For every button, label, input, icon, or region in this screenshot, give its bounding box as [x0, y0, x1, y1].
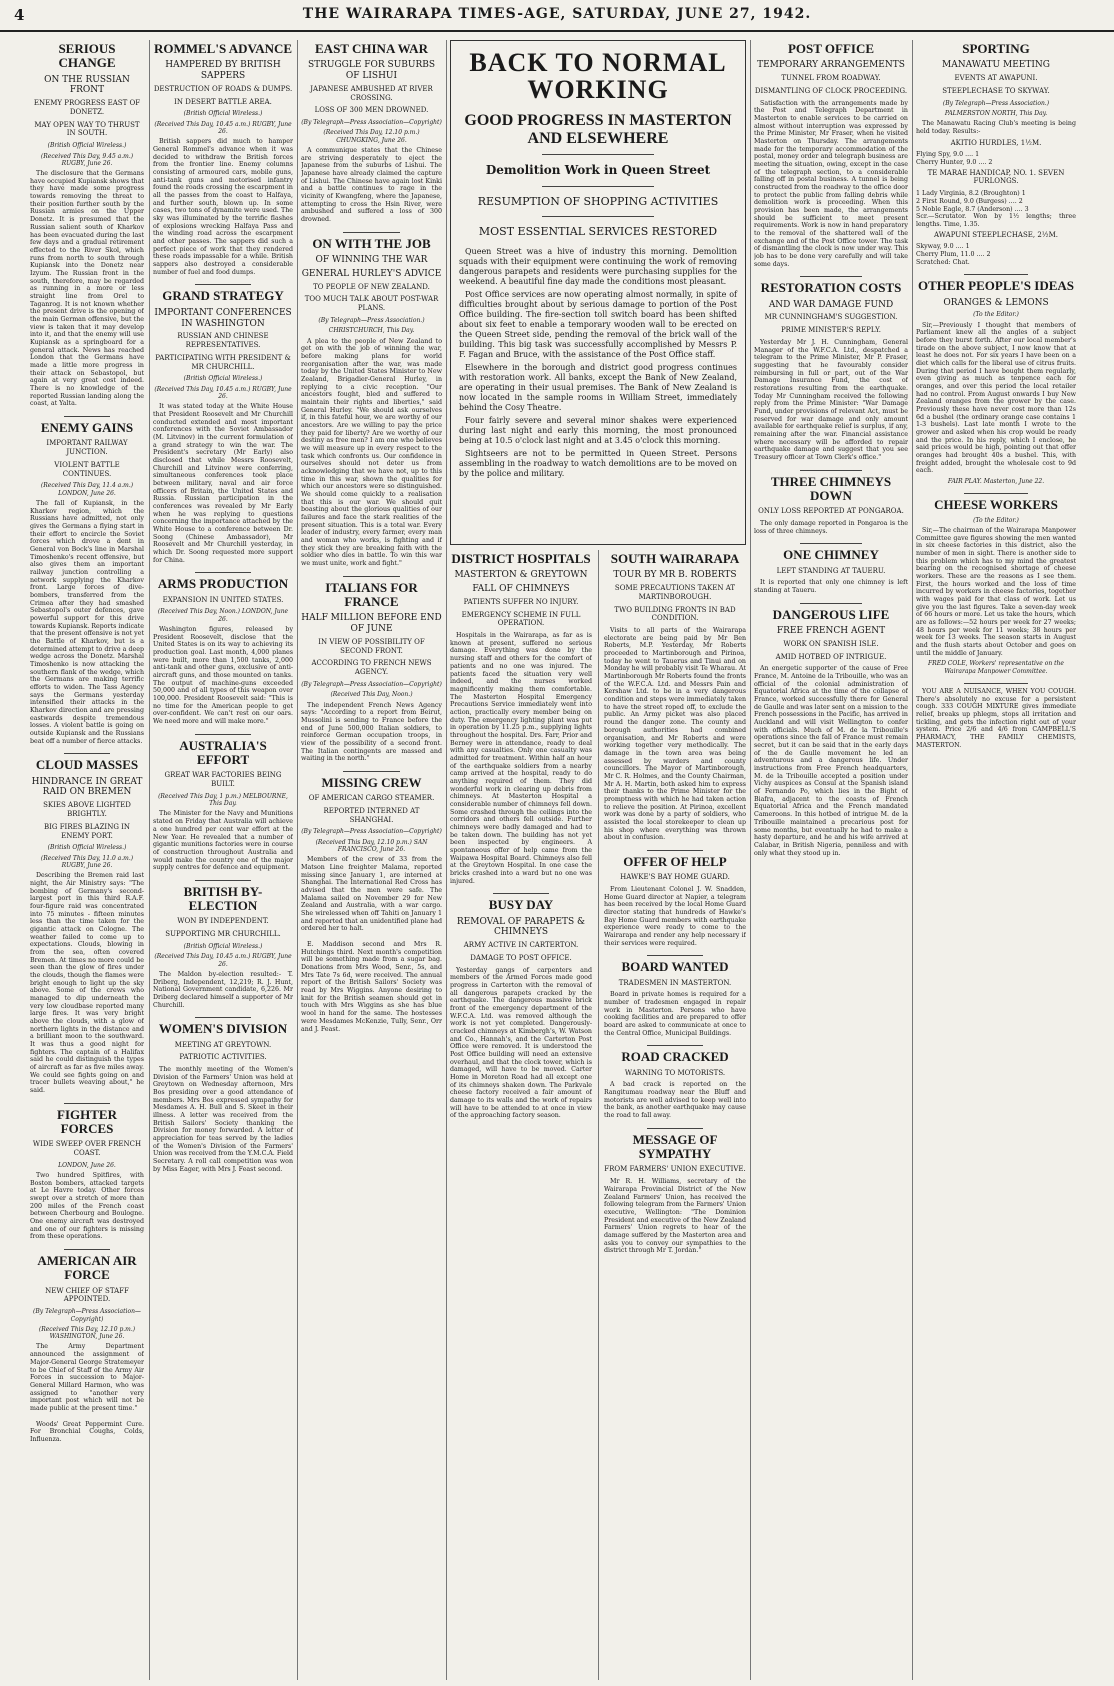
divider: [964, 493, 1028, 494]
subheadline: NEW CHIEF OF STAFF APPOINTED.: [45, 1286, 129, 1304]
credit-line: (British Official Wireless.): [183, 110, 263, 118]
credit-line: (By Telegraph—Press Association—Copyright): [33, 1308, 141, 1323]
column-7: [916, 40, 1076, 1680]
dateline: (Received This Day, 1 p.m.) MELBOURNE, This Day.: [158, 792, 288, 808]
credit-line: (British Official Wireless.): [47, 844, 127, 852]
divider: [542, 216, 653, 217]
article-british-by-election: [153, 885, 293, 1009]
deck: AMID HOTBED OF INTRIGUE.: [775, 652, 887, 661]
subheadline: LEFT STANDING AT TAUERU.: [776, 566, 886, 575]
subheadline: IMPORTANT RAILWAY JUNCTION.: [46, 439, 128, 456]
column-rule: [297, 40, 298, 1680]
divider: [542, 154, 653, 155]
divider: [647, 1128, 704, 1129]
lead-subheadline: GOOD PROGRESS IN MASTERTON AND ELSEWHERE: [464, 111, 732, 147]
credit-line: (By Telegraph—Press Association.): [942, 99, 1050, 107]
headline: ROAD CRACKED: [621, 1049, 729, 1065]
article-continuation: E. Maddison second and Mrs R. Hutchings third. Next month's competition will be something made from a sugar bag. Donations from Mrs Wood, Senr., 5s, and Mrs Tate 7s 6d, were received. The annual report of the British Sailors' Society was read by Mrs Wiggins. Anyone desiring to knit for the British seamen should get in touch with Mrs Wiggins as she has blue wool in hand for the same. The hostesses were Mesdames McKenzie, Tully, Senr., Orr and J. Feast.: [301, 941, 442, 1033]
article-sporting: [916, 42, 1076, 266]
column-6: [754, 40, 908, 1680]
dateline: (Received This Day, Noon.) LONDON, June 26.: [157, 608, 289, 623]
headline: BRITISH BY-ELECTION: [183, 883, 263, 914]
deck: EVENTS AT AWAPUNI.: [954, 74, 1038, 83]
race-result: 1 Lady Virginia, 8.2 (Broughton) 1: [916, 190, 1026, 198]
column-1: [30, 40, 144, 1680]
letter-body: Sir,—Previously I thought that members of Parliament knew all the angles of a subject before they burst forth. After our local member's tirade on the above subject, I now know that at least he does not. For six years I have been on a diet which calls for the liberal use of citrus fruits. During that period I have bought them regularly, even giving as much as tenpence each for oranges, and over this period the local retailer had no control. From August onwards I buy New Zealand oranges from the grower by the case. Previously these have never cost more than 12s 6d a bushel (the ordinary orange case contains 1 1-3 bushels). Last late month I wrote to the grower and asked when his crop would be ready and the price. In his reply, which I enclose, he said prices would be high, pointing out that offer oranges had brought 40s a bushel. This, with freight added, brought the wholesale cost to 9d each.: [916, 321, 1076, 475]
divider: [64, 1103, 110, 1104]
article-arms-production: [153, 577, 293, 725]
article-body: Two hundred Spitfires, with Boston bombers, attacked targets at Le Havre today. Other forces swept over a stretch of more than 200 miles of the French coast between Cherbourg and Boulogne. One enemy aircraft was destroyed and one of our fighters is missing from these operations.: [30, 1172, 144, 1241]
article-body: British sappers did much to hamper General Rommel's advance when it was decided to withdraw the British forces from the frontier line. Enemy columns consisting of armoured cars, mobile guns, anti-tank guns and motorised infantry found the roads crossing the escarpment in all the passes from the coast to Halfaya, and further south, blown up. In some cases, two tons of dynamite were used. The sky was illuminated by the terrific flashes of explosions wrecking Halfaya Pass and the winding road across the escarpment and other passes. The sappers did such a perfect piece of work that they rendered these roads impassable for a while. British sappers also destroyed a considerable number of fuel and food dumps.: [153, 138, 293, 276]
headline: ENEMY GAINS: [40, 419, 134, 435]
deck: SUPPORTING MR CHURCHILL.: [165, 930, 281, 939]
headline: DISTRICT HOSPITALS: [451, 551, 591, 566]
headline: SOUTH WAIRARAPA: [610, 551, 740, 566]
headline: FIGHTER FORCES: [57, 1106, 117, 1136]
headline: POST OFFICE: [787, 41, 875, 56]
divider: [195, 572, 251, 573]
divider: [64, 753, 110, 754]
headline: AMERICAN AIR FORCE: [37, 1253, 137, 1283]
article-womens-division: [153, 1022, 293, 1173]
headline: WOMEN'S DIVISION: [158, 1021, 288, 1037]
subheadline: MEETING AT GREYTOWN.: [174, 1040, 272, 1049]
race-result: Skyway, 9.0 .... 1: [916, 243, 970, 251]
dateline: (Received This Day, 11.4 a.m.) LONDON, June 26.: [40, 482, 134, 497]
headline: SPORTING: [962, 41, 1030, 56]
letter-label: (To the Editor.): [973, 311, 1019, 319]
article-body: From Lieutenant Colonel J. W. Snadden, Home Guard director at Napier, a telegram has been received by the local Home Guard director stating that hundreds of Hawke's Bay Home Guard members with earthquake experience were ready to come to the Wairarapa and render any help necessary if their services were required.: [604, 885, 746, 947]
article-other-peoples-ideas: [916, 279, 1076, 485]
deck: PATIENTS SUFFER NO INJURY.: [463, 597, 579, 606]
dateline: CHRISTCHURCH, This Day.: [328, 327, 415, 335]
article-east-china-war: [301, 42, 442, 224]
deck: WORK ON SPANISH ISLE.: [783, 639, 879, 648]
dateline: (Received This Day, 10.45 a.m.) RUGBY, June 26.: [154, 120, 292, 136]
headline: GRAND STRATEGY: [162, 288, 284, 304]
deck: ACCORDING TO FRENCH NEWS AGENCY.: [311, 659, 432, 677]
column-rule: [446, 40, 447, 1680]
dateline: (Received This Day, 9.45 a.m.) RUGBY, June 26.: [40, 152, 134, 167]
deck: STEEPLECHASE TO SKYWAY.: [942, 86, 1050, 95]
dateline: (Received This Day, 11.0 a.m.) RUGBY, June 26.: [40, 854, 134, 869]
deck: LOSS OF 300 MEN DROWNED.: [314, 106, 429, 115]
credit-line: (By Telegraph—Press Association—Copyright): [301, 680, 442, 688]
credit-line: (British Official Wireless.): [47, 142, 127, 150]
article-italians-for-france: [301, 581, 442, 763]
subheadline: OF WINNING THE WAR: [315, 255, 428, 266]
article-grand-strategy: [153, 289, 293, 564]
column-2: [153, 40, 293, 1680]
divider: [195, 284, 251, 285]
subheadline: MASTERTON & GREYTOWN: [454, 570, 588, 581]
advertisement: Woods' Great Peppermint Cure. For Bronchial Coughs, Colds, Influenza.: [30, 1420, 144, 1443]
subheadline: ORANGES & LEMONS: [943, 297, 1049, 308]
article-road-cracked: [604, 1050, 746, 1119]
deck: TUNNEL FROM ROADWAY.: [781, 74, 881, 83]
article-body: The fall of Kupiansk, in the Kharkov region, which the Russians have admitted, not only gives the Germans a flying start in their effort to encircle the Soviet forces which drove a dent in General von Bock's line in Marshal Timoshenko's recent offensive, but also gives them an important railway junction controlling a network supplying the Kharkov front. Large forces of dive-bombers, transferred from the Crimea after they had smashed Sebastopol's outer defences, gave powerful support for this drive towards Kupiansk. Reports indicate that the present offensive is not yet the Battle of Kharkov, but is a determined attempt to drive a deep wedge across the Donetz. Marshal Timoshenko is now attacking the southern flank of the wedge, which the Germans are making terrific efforts to widen. The Tass Agency says the Germans yesterday intensified their attacks in the Kharkov direction and are pressing eastwards despite tremendous losses. A violent battle is going on outside Kupiansk and the Russians beat off a number of fierce attacks.: [30, 499, 144, 745]
article-body: It is reported that only one chimney is left standing at Taueru.: [754, 579, 908, 595]
article-body: Yesterday Mr J. H. Cunningham, General Manager of the W.F.C.A. Ltd., despatched a telegram to the Prime Minister, Mr P. Fraser, suggesting that he favourably consider reimbursing in full or part, out of the War Damage Insurance Fund, the cost of restorations resulting from the earthquake. Today Mr Cunningham received the following reply from the Prime Minister: "War Damage Fund, under provisions of relevant Act, must be reserved for war damage and only amount available for earthquake relief is surplus, if any, remaining after the war. Financial assistance where necessary will be afforded to repair earthquake damage and suggest that you see Treasury officer at Town Clerk's office.": [754, 338, 908, 462]
deck: DESTRUCTION OF ROADS & DUMPS.: [153, 84, 293, 93]
credit-line: (By Telegraph—Press Association—Copyright): [301, 119, 442, 127]
subheadline: ON THE RUSSIAN FRONT: [44, 74, 130, 96]
article-rommels-advance: [153, 42, 293, 276]
article-body: Satisfaction with the arrangements made by the Post and Telegraph Department in Masterton to enable services to be carried on almost without interruption was expressed by the Prime Minister, Mr Fraser, when he visited Masterton on Thursday. The arrangements made for the temporary accommodation of the postal, money order and telegraph business are meeting the situation, owing, except in the case of the telegraph section, to a considerable falling off in postal business. A tunnel is being constructed from the roadway to the office door to protect the public from falling debris while demolition work is proceeding. When this provision has been made, the arrangements should be sufficient to meet present requirements. Work is now in hand preparatory to the removal of the shattered wall of the exchange and of the Post Office tower. The task of dismantling the clock is now under way. This job has to be done very carefully and will take some days.: [754, 99, 908, 268]
deck: TO PEOPLE OF NEW ZEALAND.: [313, 282, 430, 291]
headline: CHEESE WORKERS: [934, 497, 1058, 513]
article-body: The Minister for the Navy and Munitions stated on Friday that Australia will achieve a one hundred per cent war effort at the New Year. He revealed that a number of gigantic munitions factories were in course of construction throughout Australia and would make the country one of the major supply centres for defence and equipment.: [153, 810, 293, 872]
article-one-chimney: [754, 548, 908, 594]
deck: FALL OF CHIMNEYS: [472, 584, 570, 595]
article-body: Describing the Bremen raid last night, the Air Ministry says: "The bombing of Germany's second-largest port in this third R.A.F. four-figure raid was concentrated into 75 minutes - fifteen minutes less than the time taken for the gigantic attack on Cologne. The weather failed to come up to expectations. Clouds, blowing in from the sea, often covered Bremen. At times no more could be seen than the glow of fires under the clouds, though the flames were bright enough to light up the sky above. Some of the crews who managed to dip underneath the very low cloudbase reported many large fires. It was very bright above the clouds, with a glow of northern lights in the distance and a brilliant moon to the southward. It was thus a good night for fighters. The captain of a Halifax said he could distinguish the types of aircraft as far as five miles away. We could see fights going on and tracer bullets weaving about," he said.: [30, 872, 144, 1095]
column-4: [450, 550, 592, 1680]
article-south-wairarapa: [604, 552, 746, 842]
subheadline: FREE FRENCH AGENT: [776, 626, 886, 637]
lead-body: Four fairly severe and several minor shakes were experienced during last night and early this morning, the most pronounced being at 10.5 o'clock last night and at 3.45 o'clock this morning.: [459, 415, 737, 445]
deck: VIOLENT BATTLE CONTINUES.: [54, 460, 120, 478]
article-body: The Army Department announced the assignment of Major-General George Stratemeyer to be Chief of Staff of the Army Air Forces in succession to Major-General Millard Harmon, who was assigned to "another very important post which will not be made public at the present time.": [30, 1343, 144, 1412]
deck: RUSSIAN AND CHINESE REPRESENTATIVES.: [177, 332, 269, 350]
article-body: The monthly meeting of the Women's Division of the Farmers' Union was held at Greytown on Wednesday afternoon, Mrs Bos presiding over a good attendance of members. Mrs Bos expressed sympathy for Mesdames A. H. Bull and S. Skeet in their illness. A letter was received from the British Sailors' Society thanking the Division for money forwarded. A letter of appreciation for teas served by the ladies of the Women's Division of the Farmers' Union was received from the Y.M.C.A. Field Secretary. A roll call competition was won by Miss Eager, with Mrs J. Feast second.: [153, 1066, 293, 1173]
headline: SERIOUS CHANGE: [58, 41, 116, 71]
headline: AUSTRALIA'S EFFORT: [179, 737, 267, 768]
subheadline: HALF MILLION BEFORE END OF JUNE: [301, 613, 442, 635]
article-body: The independent French News Agency says: "According to a report from Beirut, Mussolini is sending to France before the end of June 500,000 Italian soldiers, to reinforce German occupation troops, in view of the possibility of a second front. The Italian contingents are massed and waiting in the north.": [301, 701, 442, 763]
article-body: Board in private homes is required for a number of tradesmen engaged in repair work in Masterton. Persons who have cooking facilities and are prepared to offer board are asked to communicate at once to the Central Office, Municipal Buildings.: [604, 991, 746, 1037]
dateline: LONDON, June 26.: [58, 1161, 116, 1169]
headline: DANGEROUS LIFE: [772, 606, 890, 622]
divider: [64, 416, 110, 417]
divider: [542, 186, 653, 187]
column-rule: [598, 550, 599, 1680]
divider: [800, 470, 862, 471]
article-cheese-workers: [916, 498, 1076, 675]
divider: [195, 880, 251, 881]
deck: PRIME MINISTER'S REPLY.: [780, 326, 882, 335]
deck: IN VIEW OF POSSIBILITY OF SECOND FRONT.: [318, 637, 425, 655]
deck: REPORTED INTERNED AT SHANGHAI.: [323, 806, 420, 824]
paper-title: THE WAIRARAPA TIMES-AGE, SATURDAY, JUNE 27, 1942.: [302, 6, 812, 22]
subheadline: REMOVAL OF PARAPETS & CHIMNEYS: [456, 916, 586, 938]
subheadline: HAMPERED BY BRITISH SAPPERS: [165, 60, 281, 82]
subheadline: WON BY INDEPENDENT.: [177, 917, 269, 926]
subheadline: MANAWATU MEETING: [942, 60, 1050, 71]
headline: ON WITH THE JOB: [312, 235, 431, 251]
divider: [800, 603, 862, 604]
divider: [647, 850, 704, 851]
dateline: (Received This Day, 12.10 p.m.) WASHINGTON, June 26.: [38, 1325, 136, 1341]
headline: EAST CHINA WAR: [315, 41, 428, 56]
divider: [647, 1045, 704, 1046]
lead-body: Queen Street was a hive of industry this morning. Demolition squads with their equipment were continuing the work of removing dangerous parapets and residents were purchasing supplies for the weekend. A beautiful fine day made the conditions most pleasant.: [459, 246, 737, 286]
article-australias-effort: [153, 739, 293, 872]
article-body: A plea to the people of New Zealand to get on with the job of winning the war, before making plans for world reorganisation after the war, was made today by the United States Minister to New Zealand, Brigadier-General Hurley, in replying to a civic reception. "Our ancestors fought, bled and suffered to maintain their rights and liberties," said General Hurley. "We should ask ourselves if, in this fateful hour, we are worthy of our ancestors. Are we willing to pay the price they paid for liberty? Are we worthy of our destiny as free men? I am one who believes we will measure up in every respect to the task which confronts us. Our confidence in ourselves should not deter us from acknowledging that we have not, up to this time in this war, shown the qualities for which our ancestors were so distinguished. We should come quickly to a realisation that this is our war. We should quit boasting about the glorious qualities of our failures and face the stark realities of the present situation. This is a total war. Every leader of industry, every farmer, every man and woman who works, is fighting and if they stick they are breaking faith with the soldier who dies in battle. To win this war we must unite, work and fight.": [301, 337, 442, 568]
headline: MESSAGE OF SYMPATHY: [632, 1131, 718, 1162]
article-message-of-sympathy: [604, 1133, 746, 1255]
article-on-with-the-job: [301, 237, 442, 568]
race-result: Cherry Hunter, 9.0 .... 2: [916, 158, 993, 166]
article-enemy-gains: [30, 421, 144, 745]
article-body: The disclosure that the Germans have occupied Kupiansk shows that they have made some progress towards removing the threat to their position further south by the Russian armies on the Upper Donetz. It is presumed that the Russian salient south of Kharkov has been evacuated during the last few days and a gradual retirement effected to the River Skol, which runs from north to south through Kupiansk into the Donetz near Izyum. The Russian front in the south, therefore, may be regarded as running in a more or less straight line from Orel to Taganrog. It is not known whether the present drive is the opening of the main German offensive, but the view is taken that it may develop into it, and that the enemy will use Kupiansk as a springboard for a general attack. News has reached London that the Germans have made a little more progress in their attack on Sebastopol, but again at very great cost indeed. There is no knowledge of the reported Russian landing along the coast, at Yalta.: [30, 170, 144, 408]
credit-line: (British Official Wireless.): [183, 375, 263, 383]
dateline: (Received This Day, 12.10 p.m.) CHUNGKING, June 26.: [323, 129, 420, 144]
subheadline: HINDRANCE IN GREAT RAID ON BREMEN: [31, 776, 143, 798]
dateline: PALMERSTON NORTH, This Day.: [944, 109, 1048, 117]
headline: MISSING CREW: [321, 774, 422, 790]
lead-story: [450, 40, 746, 545]
race-title: AWAPUNI STEEPLECHASE, 2½M.: [934, 230, 1058, 239]
subheadline: TRADESMEN IN MASTERTON.: [618, 978, 732, 987]
page-number: 4: [14, 6, 25, 24]
race-result: 2 First Round, 9.0 (Burgess) .... 2: [916, 197, 1023, 205]
article-body: Mr R. H. Williams, secretary of the Wairarapa Provincial District of the New Zealand Farmers' Union, has received the following telegram from the Farmers' Union executive, Wellington: "The Dominion President and executive of the New Zealand Farmers' Union regrets to hear of the damage suffered by the Masterton area and asks you to convey our sympathies to the district through Mr T. Jordan.": [604, 1178, 746, 1255]
deck: BIG FIRES BLAZING IN ENEMY PORT.: [43, 822, 131, 840]
article-body: The Manawatu Racing Club's meeting is being held today. Results:-: [916, 120, 1076, 135]
article-offer-of-help: [604, 855, 746, 947]
deck: IN DESERT BATTLE AREA.: [174, 97, 272, 106]
deck: ENEMY PROGRESS EAST OF DONETZ.: [33, 99, 141, 116]
subheadline: TOUR BY MR B. ROBERTS: [613, 570, 737, 581]
subheadline: GREAT WAR FACTORIES BEING BUILT.: [164, 771, 282, 789]
article-body: A bad crack is reported on the Rangitumau roadway near the Bluff and motorists are well advised to keep well into the bank, as another earthquake may cause the road to fall away.: [604, 1081, 746, 1120]
deck: PATRIOTIC ACTIVITIES.: [179, 1053, 267, 1062]
credit-line: (By Telegraph—Press Association.): [318, 316, 425, 324]
deck: MR CUNNINGHAM'S SUGGESTION.: [764, 313, 898, 322]
credit-line: (British Official Wireless.): [183, 942, 263, 950]
column-3: [301, 40, 442, 1680]
lead-story-block: [450, 40, 746, 1680]
column-rule: [750, 40, 751, 1680]
race-result: Cherry Plum, 11.0 .... 2: [916, 250, 991, 258]
subheadline: AND WAR DAMAGE FUND: [768, 299, 894, 310]
headline: OTHER PEOPLE'S IDEAS: [917, 278, 1075, 294]
article-post-office: [754, 42, 908, 268]
divider: [964, 683, 1028, 684]
deck: JAPANESE AMBUSHED AT RIVER CROSSING.: [310, 84, 433, 102]
article-body: An energetic supporter of the cause of Free France, M. Antoine de la Tribouille, who was an official of the colonial administration of Equatorial Africa at the time of the collapse of France, worked successfully there for General de Gaulle and was later sent on a mission to the French possessions in the Pacific, has arrived in Auckland and will visit Wellington to confer with officials. Much of M. de la Tribouille's operations since the fall of France must remain secret, but it can be said that in the early days of the de Gaulle movement he led an adventurous and a dangerous life. Under instructions from Free French headquarters, M. de la Tribouille accepted a position under Vichy auspices as Consul at the Spanish island of Fernando Po, which lies in the Bight of Biafra, adjacent to the coasts of French Equatorial Africa and the French mandated Cameroons. In this hotbed of intrigue M. de la Tribouille maintained a precarious post for some months, but eventually he had to make a hasty departure, and he and his wife arrived at Calabar, in British Nigeria, penniless and with only what they stood up in.: [754, 665, 908, 857]
lead-deck: MOST ESSENTIAL SERVICES RESTORED: [478, 225, 718, 239]
headline: ROMMEL'S ADVANCE: [153, 41, 293, 56]
column-5: [604, 550, 746, 1680]
deck: EMERGENCY SCHEME IN FULL OPERATION.: [461, 610, 581, 628]
divider: [343, 232, 399, 233]
divider: [800, 276, 862, 277]
letter-label: (To the Editor.): [973, 516, 1019, 524]
article-body: A communique states that the Chinese are striving desperately to eject the Japanese from the suburbs of Lishui. The Japanese have already claimed the capture of Lishui. The Chinese have again lost Kinki and a battle continues to rage in the vicinity of Kwangfeng, where the Japanese, attempting to cross the Hsin River, were ambushed and suffered a loss of 300 drowned.: [301, 147, 442, 224]
article-missing-crew: [301, 776, 442, 933]
headline: THREE CHIMNEYS DOWN: [770, 473, 892, 504]
subheadline: TEMPORARY ARRANGEMENTS: [757, 60, 905, 71]
article-restoration-costs: [754, 281, 908, 461]
headline: CLOUD MASSES: [35, 757, 139, 773]
divider: [343, 576, 399, 577]
lead-subcolumns: [450, 550, 746, 1680]
masthead: [0, 0, 1114, 32]
advertisement: YOU ARE A NUISANCE, WHEN YOU COUGH. There's absolutely no excuse for a persistent cough. 333 COUGH MIXTURE gives immediate relief, breaks up phlegm, stops all irritation and tickling, and gets the infection right out of your system. Price 2/6 and 4/6 from CAMPBELL'S PHARMACY, THE FAMILY CHEMISTS, MASTERTON.: [916, 688, 1076, 749]
article-district-hospitals: [450, 552, 592, 885]
headline: ITALIANS FOR FRANCE: [325, 579, 418, 610]
article-body: The Maldon by-election resulted:- T. Driberg, Independent, 12,219; R. J. Hunt, National Government candidate, 6,226. Mr Driberg declared himself a supporter of Mr Churchill.: [153, 970, 293, 1009]
lead-body: Elsewhere in the borough and district good progress continues with restoration work. All banks, except the Bank of New Zealand, are operating in their usual premises. The Bank of New Zealand is now located in the sample rooms in William Street, immediately behind the Cosy Theatre.: [459, 362, 737, 412]
headline: ARMS PRODUCTION: [157, 576, 289, 592]
subheadline: EXPANSION IN UNITED STATES.: [162, 595, 284, 604]
lead-body: Post Office services are now operating almost normally, in spite of difficulties brought about by serious damage to portion of the Post Office building. The fire-section toll switch board has been shifted about six feet to enable a temporary wooden wall to be erected on the Queen Street side, pending the removal of the brick wall of the building. This big task was successfully accomplished by Messrs P. F. Fagan and Bruce, with the assistance of the Post Office staff.: [459, 289, 737, 359]
headline: BOARD WANTED: [621, 959, 729, 975]
article-body: It was stated today at the White House that President Roosevelt and Mr Churchill conducted extended and most important conferences with the Soviet Ambassador (M. Litvinov) in the current formulation of a grand strategy to win the war. The President's secretary (Mr Early) also disclosed that while Messrs Roosevelt, Churchill and Litvinov were conferring, simultaneous conferences took place between military, naval and air force officers of Britain, the United States and Russia. Russian participation in the conferences was revealed by Mr Early when he was replying to questions concerning the importance attached by the White House to a conference between Dr. Soong (Chinese Ambassador), Mr Roosevelt and Mr Churchill yesterday, in which Dr. Soong requested more support for China.: [153, 403, 293, 564]
subheadline: OF AMERICAN CARGO STEAMER.: [308, 794, 435, 803]
divider: [343, 771, 399, 772]
divider: [647, 955, 704, 956]
deck: MAY OPEN WAY TO THRUST IN SOUTH.: [34, 120, 140, 138]
article-body: Yesterday gangs of carpenters and members of the Armed Forces made good progress in Carterton with the removal of all dangerous parapets cracked by the earthquake. The dangerous massive brick front of the emergency department of the W.F.C.A. Ltd. was removed although the work is not yet completed. Dangerously-cracked chimneys at Kimbergh's, W. Watson and Co., Hannah's, and the Carterton Post Office were removed. It is understood the Post Office building will need an extensive overhaul, and that the clock tower, which is damaged, will have to be moved. Carter Home in Moreton Road had all except one of its chimneys shaken down. The Parkvale cheese factory received a fair amount of damage to its walls and the work of repairs will have to be attended to at once in view of the approaching factory season.: [450, 966, 592, 1120]
lead-body: Sightseers are not to be permitted in Queen Street. Persons assembling in the roadway to watch demolitions are to be moved on by the police and military.: [459, 448, 737, 478]
subheadline: WARNING TO MOTORISTS.: [624, 1068, 726, 1077]
divider: [964, 274, 1028, 275]
race-note: Scr.—Scrutator. Won by 1½ lengths; three lengths. Time, 1.35.: [916, 213, 1076, 228]
deck: PARTICIPATING WITH PRESIDENT & MR CHURCHILL.: [155, 353, 291, 371]
deck: DISMANTLING OF CLOCK PROCEEDING.: [754, 86, 908, 95]
article-body: The only damage reported in Pongaroa is the loss of three chimneys.: [754, 520, 908, 535]
article-body: Washington figures, released by President Roosevelt, disclose that the United States is on its way to achieving its production goal. Last month, 4,000 planes were built, more than 1,500 tanks, 2,000 anti-tank and other guns, exclusive of anti-aircraft guns, and those mounted on tanks. The output of machine-guns exceeded 50,000 and of all types of this weapon over 100,000. President Roosevelt said: "This is no time for the American people to get over-confident. We can't rest on our oars. We need more and will make more.": [153, 626, 293, 726]
lead-deck: Demolition Work in Queen Street: [485, 163, 711, 178]
lead-deck: RESUMPTION OF SHOPPING ACTIVITIES: [477, 195, 719, 208]
deck: SKIES ABOVE LIGHTED BRIGHTLY.: [43, 801, 131, 819]
race-title: AKITIO HURDLES, 1½M.: [950, 138, 1042, 147]
deck: TOO MUCH TALK ABOUT POST-WAR PLANS.: [304, 295, 439, 313]
headline: RESTORATION COSTS: [760, 280, 902, 296]
deck: TWO BUILDING FRONTS IN BAD CONDITION.: [614, 605, 736, 623]
divider: [493, 893, 550, 894]
deck: ARMY ACTIVE IN CARTERTON.: [463, 941, 579, 950]
article-board-wanted: [604, 960, 746, 1037]
subheadline: IMPORTANT CONFERENCES IN WASHINGTON: [154, 307, 292, 329]
subheadline: WIDE SWEEP OVER FRENCH COAST.: [32, 1140, 142, 1158]
dateline: (Received This Day, 10.45 a.m.) RUGBY, June 26.: [154, 953, 292, 968]
article-dangerous-life: [754, 608, 908, 857]
divider: [64, 1249, 110, 1250]
subheadline: FROM FARMERS' UNION EXECUTIVE.: [604, 1165, 746, 1174]
article-body: Hospitals in the Wairarapa, as far as is known at present, suffered no serious damage. Everything was done by the nursing staff and others for the comfort of patients and no one was injured. The patients faced the situation very well indeed, and the nurses worked magnificently making them comfortable. The Masterton Hospital Emergency Precautions Service immediately went into action, practically every member being on duty. The emergency lighting plant was put in operation by 11.25 p.m., supplying lights throughout the hospital. Drs. Farr, Prior and Berney were in attendance, ready to deal with any casualties. Only one casualty was admitted for treatment. Within half an hour of the earthquake soldiers from a nearby camp arrived at the hospital, ready to do anything required of them. They did wonderful work in clearing up debris from chimneys. At Masterton Hospital a considerable number of chimneys fell down. Some crashed through the ceilings into the corridors and others fell outside. Further chimneys were badly damaged and had to be taken down. The building has not yet been inspected by engineers. A spontaneous offer of help came from the Waipawa Hospital Board. Chimneys also fell at the Greytown Hospital. In one case the bricks crashed into a ward but no one was injured.: [450, 632, 592, 885]
divider: [195, 1017, 251, 1018]
article-busy-day: [450, 898, 592, 1120]
headline: BUSY DAY: [488, 897, 554, 913]
credit-line: (By Telegraph—Press Association—Copyright): [301, 828, 442, 836]
subheadline: STRUGGLE FOR SUBURBS OF LISHUI: [307, 60, 436, 82]
article-cloud-masses: [30, 758, 144, 1094]
deck: DAMAGE TO POST OFFICE.: [470, 953, 572, 962]
article-three-chimneys-down: [754, 475, 908, 536]
headline: ONE CHIMNEY: [783, 547, 879, 563]
subheadline: ONLY LOSS REPORTED AT PONGAROA.: [758, 507, 904, 516]
letter-signature: FAIR PLAY. Masterton, June 22.: [947, 478, 1045, 486]
headline: OFFER OF HELP: [623, 853, 727, 869]
letter-body: Sir,—The chairman of the Wairarapa Manpower Committee gave figures showing the men wanted in six cheese factories in this district, also the number of men in sight. There is another side to this problem which has to my mind the greatest bearing on the recognised shortage of cheese workers. These are the reasons as I see them. First, the hours worked and the loss of time incurred by workers in cheese factories, together with wages paid for that class of work. Let us give you the last figures. Take a seven-day week of 66 hours or more. Let us take the hours, which are as follows:—52 hours per week for 27 weeks; 48 hours per week for 11 weeks; 38 hours per week for 13 weeks. The season starts in August and the flush starts about October and goes on until the middle of January.: [916, 527, 1076, 657]
column-rule: [149, 40, 150, 1680]
subheadline: HAWKE'S BAY HOME GUARD.: [620, 873, 730, 882]
dateline: (Received This Day, 10.45 a.m.) RUGBY, June 26.: [154, 385, 292, 400]
race-note: Scratched: Chat.: [916, 258, 970, 266]
dateline: (Received This Day, Noon.): [330, 691, 413, 699]
deck: GENERAL HURLEY'S ADVICE: [301, 268, 442, 279]
race-result: 5 Noble Eagle, 8.7 (Anderson) .... 3: [916, 205, 1029, 213]
divider: [195, 734, 251, 735]
article-body: Members of the crew of 33 from the Matson Line freighter Malama, reported missing since January 1, are interned at Shanghai. The International Red Cross has advised that the men were safe. The Malama sailed on November 29 for New Zealand and Australia, with a war cargo. She wirelessed when off Tahiti on January 1 and reported that an unidentified plane had ordered her to halt.: [301, 856, 442, 933]
column-rule: [912, 40, 913, 1680]
dateline: (Received This Day, 12.10 p.m.) SAN FRANCISCO, June 26.: [315, 838, 428, 854]
article-serious-change: [30, 42, 144, 408]
race-result: Flying Spy, 9.0 .... 1: [916, 151, 980, 159]
article-american-air-force: [30, 1254, 144, 1412]
deck: SOME PRECAUTIONS TAKEN AT MARTINBOROUGH.: [614, 584, 736, 601]
lead-headline: BACK TO NORMAL WORKING: [469, 48, 727, 105]
letter-signature: FRED COLE, Workers' representative on the Wairarapa Manpower Committee.: [928, 660, 1064, 675]
race-title: TE MARAE HANDICAP, NO. 1. SEVEN FURLONGS.: [927, 168, 1065, 186]
article-body: Visits to all parts of the Wairarapa electorate are being paid by Mr Ben Roberts, M.P. Yesterday, Mr Roberts proceeded to Martinborough and Pirinoa, today he went to Tauerus and Tinui and on Monday he will probably visit Te Wharau. At Martinborough Mr Roberts found the fronts of the W.F.C.A. Ltd. and Messrs Pain and Kershaw Ltd. to be in a very dangerous condition and steps were immediately taken to have the street roped off, to exclude the public. An Army picket was also placed round the danger zone. The county and borough authorities had combined organisation, and Mr Roberts and were working together very methodically. The damage in the town area was being assessed by warders and county councillors. The Mayor of Martinborough, Mr C. R. Holmes, and the County Chairman, Mr A. H. Martin, both asked him to express their thanks to the Prime Minister for the promptness with which he had taken action to relieve the position. At Pirinoa, excellent work was done by a party of soldiers, who assisted the local storekeeper to clean up his shop where everything was thrown about in confusion.: [604, 627, 746, 842]
divider: [800, 543, 862, 544]
article-fighter-forces: [30, 1108, 144, 1241]
